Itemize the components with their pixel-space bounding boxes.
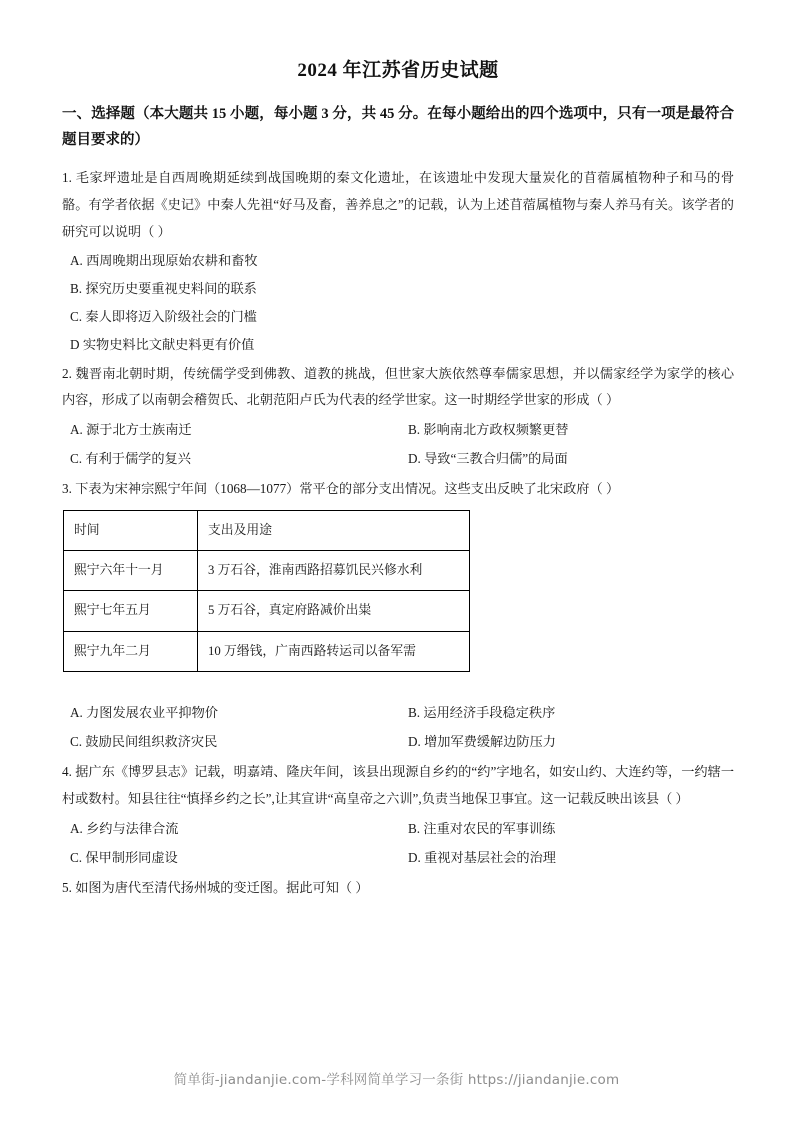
question-3-options [62,698,734,756]
option-a[interactable]: A. 力图发展农业平抑物价 [70,704,218,720]
question-2-text: 魏晋南北朝时期，传统儒学受到佛教、道教的挑战，但世家大族依然尊奉儒家思想，并以儒家经学为家学的核心内容，形成了以南朝会稽贺氏、北朝范阳卢氏为代表的经学世家。这一时期经学世家的形成（ ） [62,366,735,408]
table-header-time: 时间 [64,510,198,550]
page-title: 2024 年江苏省历史试题 [297,60,499,81]
question-4-stem [62,758,734,812]
option-c[interactable]: C. 鼓励民间组织救济灾民 [70,733,218,749]
question-1 [62,164,734,359]
option-row [62,698,734,727]
question-4-number: 4. [62,763,72,779]
table-header-row [64,510,470,550]
option-row [62,814,734,843]
question-3-table [63,510,470,672]
question-4-text: 据广东《博罗县志》记载，明嘉靖、隆庆年间，该县出现源自乡约的“约”字地名，如安山约、大连约等，一约辖一村或数村。知县往往“慎择乡约之长”,让其宣讲“高皇帝之六训”,负责当地保卫事宜。这一记载反映出该县（ ） [62,763,735,806]
question-5 [62,874,734,901]
table-cell-time: 熙宁九年二月 [64,631,198,671]
table-row [64,591,470,631]
table-row [64,631,470,671]
option-d[interactable]: D. 重视对基层社会的治理 [408,849,556,865]
table-header-expenditure: 支出及用途 [198,510,470,550]
option-c[interactable]: C. 秦人即将迈入阶级社会的门槛 [70,309,257,325]
option-a[interactable]: A. 乡约与法律合流 [70,820,179,836]
question-2-options [62,415,734,473]
option-row [62,444,734,473]
option-a[interactable]: A. 源于北方士族南迁 [70,421,192,437]
option-a[interactable]: A. 西周晚期出现原始农耕和畜牧 [70,253,258,269]
option-b[interactable]: B. 运用经济手段稳定秩序 [408,704,556,720]
page-content [62,58,734,903]
option-c[interactable]: C. 有利于儒学的复兴 [70,450,191,466]
table-cell-time: 熙宁七年五月 [64,591,198,631]
option-d[interactable]: D. 导致“三教合归儒”的局面 [408,450,568,466]
option-b[interactable]: B. 注重对农民的军事训练 [408,820,556,836]
option-b[interactable]: B. 影响南北方政权频繁更替 [408,421,569,437]
question-5-stem [62,874,734,901]
option-row [62,843,734,872]
question-3 [62,475,734,756]
option-row [62,415,734,444]
question-3-stem [62,475,734,502]
option-b[interactable]: B. 探究历史要重视史料间的联系 [70,281,257,297]
question-4 [62,758,734,872]
question-1-number: 1. [62,170,72,186]
question-1-text: 毛家坪遗址是自西周晚期延续到战国晚期的秦文化遗址，在该遗址中发现大量炭化的苜蓿属植物种子和马的骨骼。有学者依据《史记》中秦人先祖“好马及畜，善养息之”的记载，认为上述苜蓿属植物与秦人养马有关。该学者的研究可以说明（ ） [62,170,735,240]
question-2 [62,361,734,473]
question-2-number: 2. [62,366,72,382]
option-d[interactable]: D 实物史料比文献史料更有价值 [70,337,255,353]
question-5-number: 5. [62,880,72,896]
question-2-stem [62,361,734,412]
question-1-stem [62,164,734,245]
section-header: 一、选择题（本大题共 15 小题，每小题 3 分，共 45 分。在每小题给出的四个选项中，只有一项是最符合题目要求的） [62,105,734,149]
option-c[interactable]: C. 保甲制形同虚设 [70,849,178,865]
question-3-text: 下表为宋神宗熙宁年间（1068—1077）常平仓的部分支出情况。这些支出反映了北宋政府（ ） [75,480,620,496]
option-d[interactable]: D. 增加军费缓解边防压力 [408,733,556,749]
table-cell-expenditure: 5 万石谷，真定府路减价出粜 [198,591,470,631]
table-row [64,551,470,591]
table-cell-time: 熙宁六年十一月 [64,551,198,591]
spacer [62,682,734,696]
question-3-number: 3. [62,480,72,496]
question-5-text: 如图为唐代至清代扬州城的变迁图。据此可知（ ） [75,880,369,896]
question-1-options [62,247,734,359]
footer-watermark: 简单街-jiandanjie.com-学科网简单学习一条街 https://jiandanjie.com [173,1072,620,1088]
option-row [62,727,734,756]
question-4-options [62,814,734,872]
table-cell-expenditure: 10 万缗钱，广南西路转运司以备军需 [198,631,470,671]
table-cell-expenditure: 3 万石谷，淮南西路招募饥民兴修水利 [198,551,470,591]
